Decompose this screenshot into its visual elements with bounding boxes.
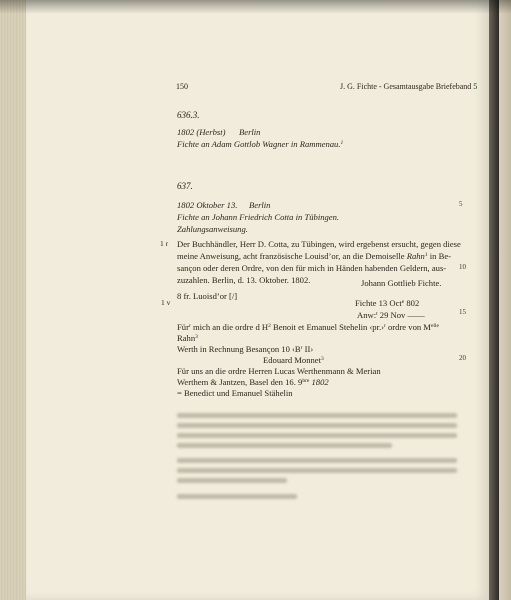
page-stack-edge xyxy=(0,0,26,600)
body-line: sançon oder deren Ordre, von den für mich in Händen habenden Geldern, aus- xyxy=(177,263,447,273)
endorsement-line: Edouard Monnet$^3$ xyxy=(263,355,324,365)
endorsement-line: Für uns an die ordre Herren Lucas Werthenmann & Merian xyxy=(177,366,381,376)
letter-genre: Zahlungsanweisung. xyxy=(177,224,248,234)
body-line: Der Buchhändler, Herr D. Cotta, zu Tübingen, wird ergebenst ersucht, gegen diese xyxy=(177,239,461,249)
folio-marker: 1 v xyxy=(161,298,171,307)
line-number: 5 xyxy=(459,200,463,208)
fichte-note: Fichte 13 Oct$^e$ 802 xyxy=(355,298,420,308)
body-line: zuzahlen. Berlin, d. 13. Oktober. 1802. xyxy=(177,275,311,285)
letter-date: 1802 Oktober 13. xyxy=(177,200,238,210)
blurred-footnote-line xyxy=(177,458,457,463)
blurred-footnote-line xyxy=(177,494,297,499)
body-line: meine Anweisung, acht französische Louisd’or, an die Demoiselle Rahn$^1$ in Be- xyxy=(177,251,451,261)
blurred-footnote-line xyxy=(177,468,457,473)
signature: Johann Gottlieb Fichte. xyxy=(361,278,442,288)
folio-marker: 1 r xyxy=(160,239,169,248)
endorsement-line: Rahn$^3$ xyxy=(177,333,198,343)
endorsement-line: Für$^r$ mich an die ordre d $H^2$ Benoit et Emanuel Stehelin ‹pr.›$^r$ ordre von $M^{elle}$ xyxy=(177,322,439,332)
blurred-footnote-line xyxy=(177,423,457,428)
letter-addressee: Fichte an Adam Gottlob Wagner in Rammenau.$^1$ xyxy=(177,139,344,149)
book-gutter xyxy=(489,0,499,600)
facing-page-edge xyxy=(499,0,511,600)
letter-number: 637. xyxy=(177,181,193,191)
letter-place: Berlin xyxy=(239,127,261,137)
endorsement-line: Werthem & Jantzen, Basel den 16. $9^{bre}$ 1802 xyxy=(177,377,329,387)
amount-line: 8 fr. Luoisd’or [/] xyxy=(177,291,238,301)
line-number: 10 xyxy=(459,263,466,271)
running-title: J. G. Fichte - Gesamtausgabe Briefeband 5 xyxy=(340,82,478,91)
line-number: 15 xyxy=(459,308,466,316)
letter-place: Berlin xyxy=(249,200,271,210)
blurred-footnote-line xyxy=(177,413,457,418)
endorsement-line: = Benedict und Emanuel Stähelin xyxy=(177,388,293,398)
endorsement-line: Werth in Rechnung Besançon 10 $‹B^r$ II› xyxy=(177,344,314,354)
blurred-footnote-line xyxy=(177,433,457,438)
blurred-footnote-line xyxy=(177,443,392,448)
anweisung-note: Anw:$^t$ 29 Nov —— xyxy=(357,310,425,320)
letter-number: 636.3. xyxy=(177,110,200,120)
top-shadow xyxy=(0,0,511,14)
line-number: 20 xyxy=(459,354,466,362)
letter-date: 1802 (Herbst) xyxy=(177,127,226,137)
letter-addressee: Fichte an Johann Friedrich Cotta in Tübingen. xyxy=(177,212,340,222)
page-number: 150 xyxy=(176,82,188,91)
blurred-footnote-line xyxy=(177,478,287,483)
